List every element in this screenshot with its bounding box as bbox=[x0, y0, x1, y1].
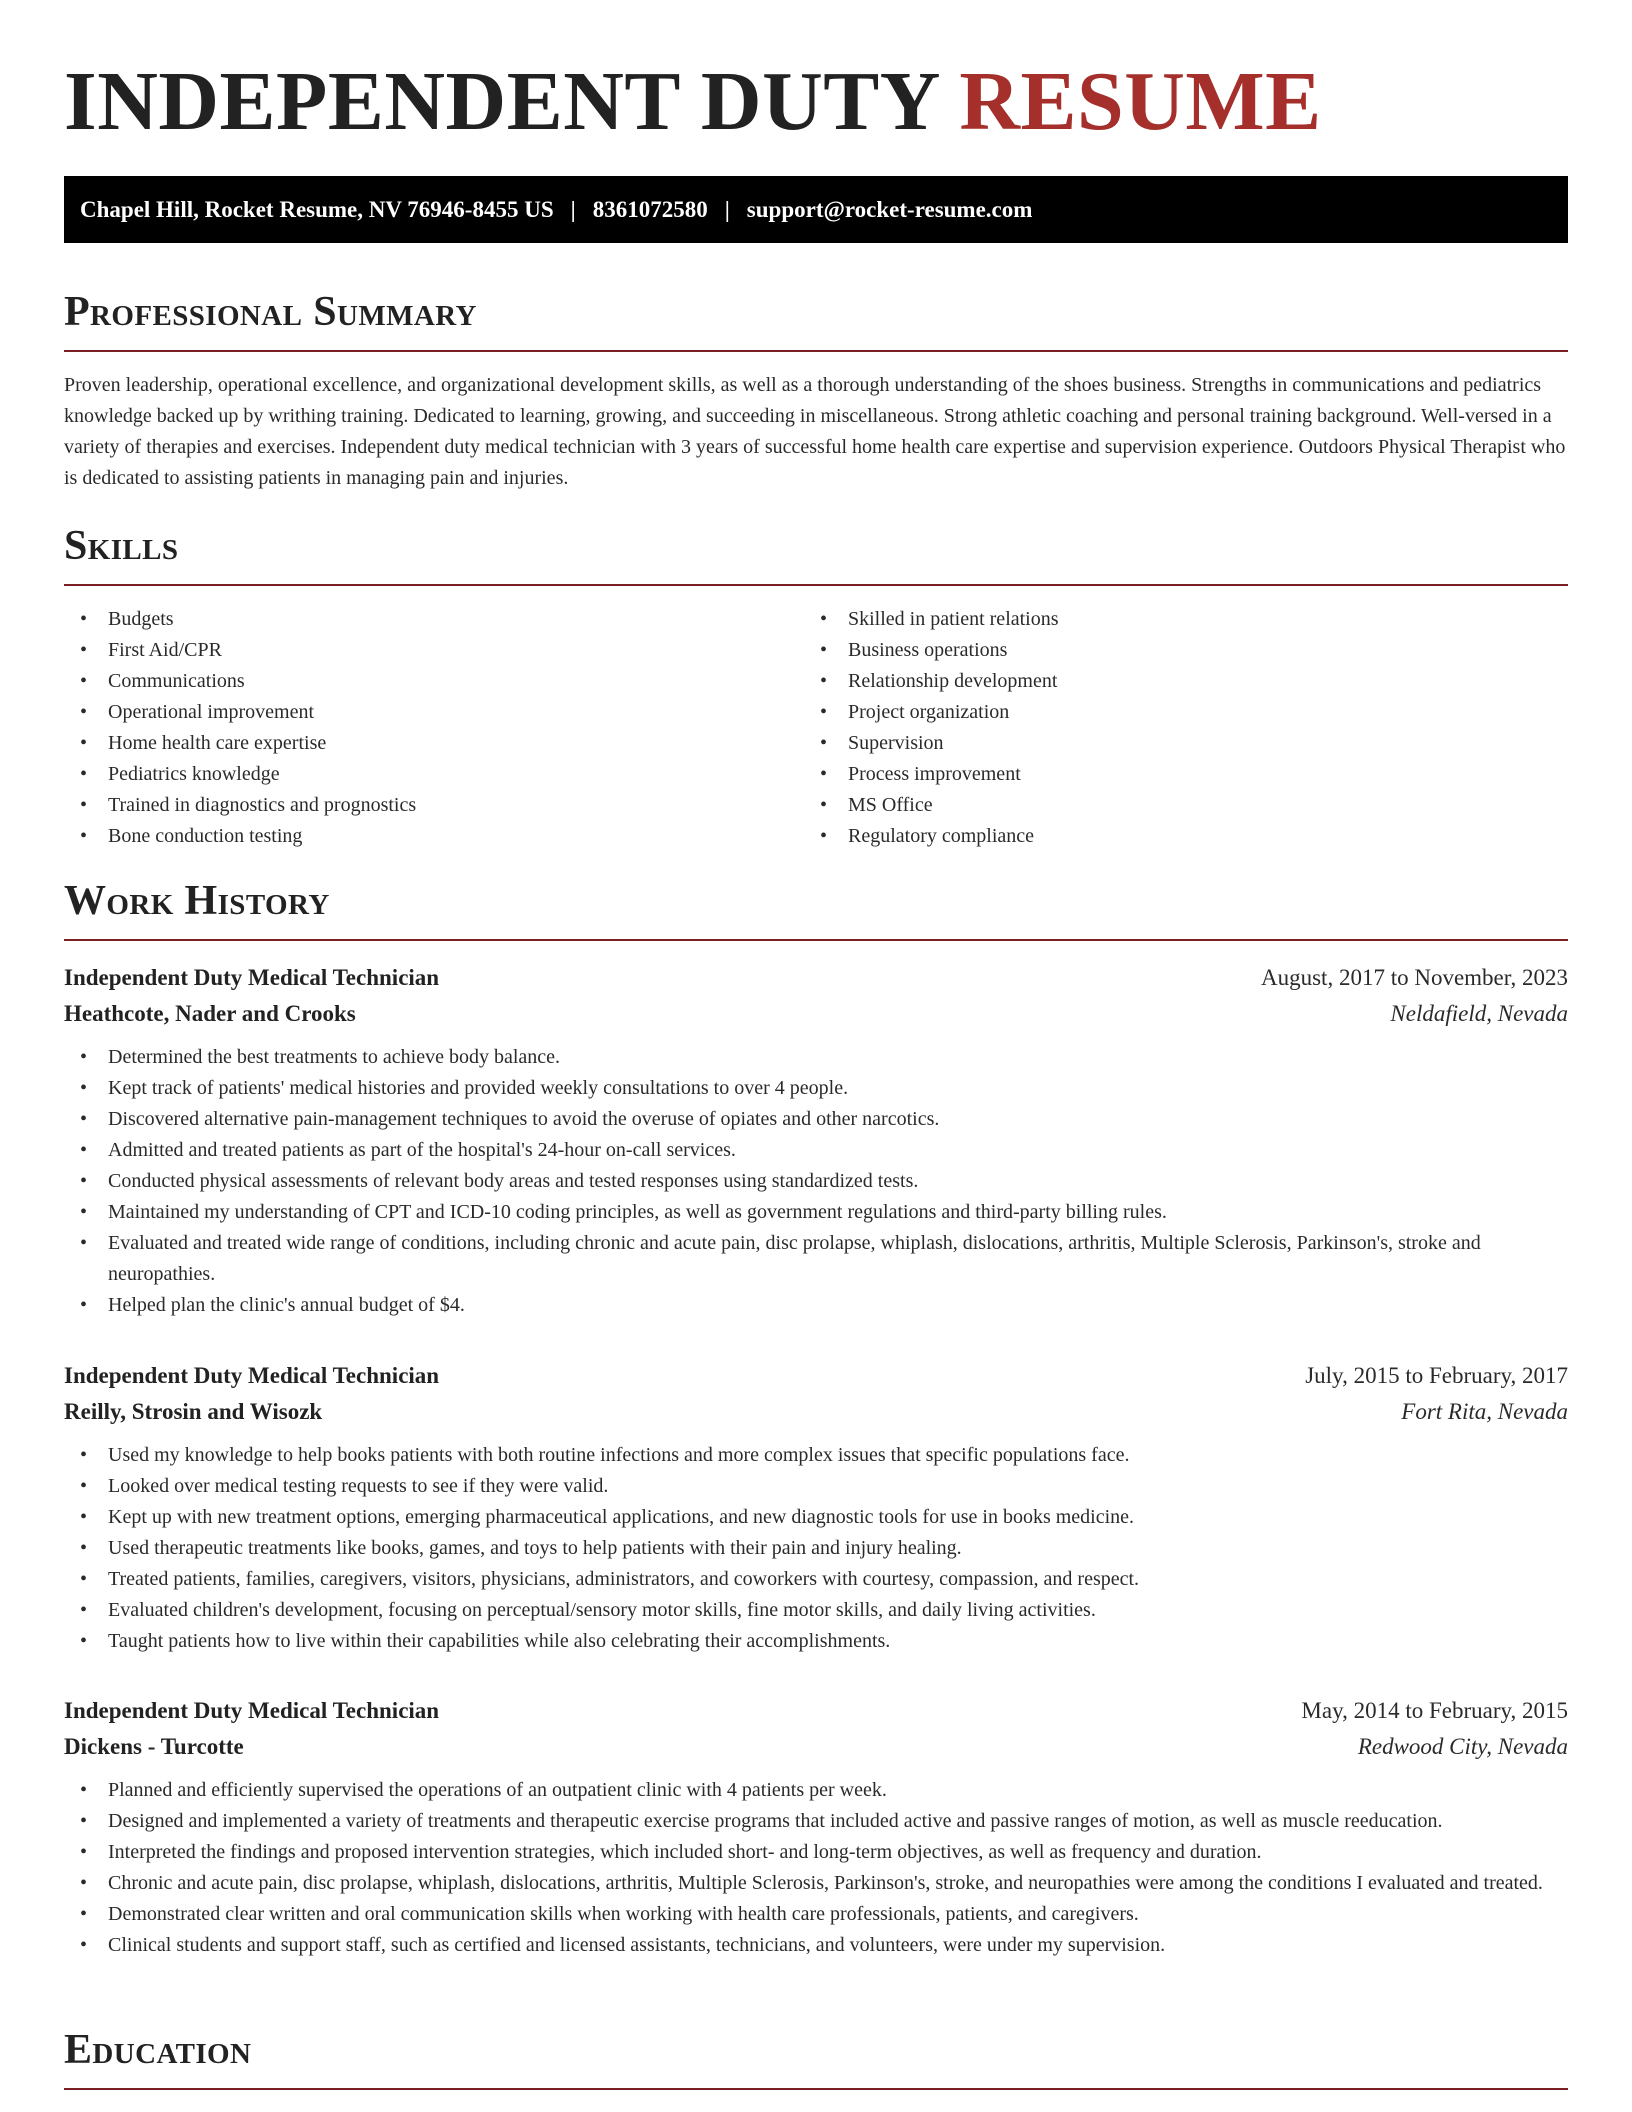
title-accent: RESUME bbox=[959, 55, 1322, 148]
contact-phone: 8361072580 bbox=[592, 196, 708, 222]
skills-heading: Skills bbox=[64, 523, 179, 569]
contact-email: support@rocket-resume.com bbox=[746, 196, 1033, 222]
job-entry bbox=[64, 1693, 1568, 1961]
job-bullet: • Maintained my understanding of CPT and ICD-10 coding principles, as well as government regulations and third-party billing rules. bbox=[64, 1197, 1568, 1228]
job-bullet: • Taught patients how to live within their capabilities while also celebrating their accomplishments. bbox=[64, 1626, 1568, 1657]
contact-bar bbox=[64, 176, 1568, 243]
job-bullet: • Evaluated and treated wide range of conditions, including chronic and acute pain, disc prolapse, whiplash, dislocations, arthritis, Multiple Sclerosis, Parkinson's, stroke and neuropathies. bbox=[64, 1228, 1568, 1290]
education-heading: Education bbox=[64, 2027, 252, 2073]
job-bullet: • Chronic and acute pain, disc prolapse, whiplash, dislocations, arthritis, Multiple Sclerosis, Parkinson's, stroke, and neuropathies were among the conditions I evaluated and treated. bbox=[64, 1868, 1568, 1899]
title-main: INDEPENDENT DUTY bbox=[64, 55, 938, 148]
job-bullet: • Used therapeutic treatments like books, games, and toys to help patients with their pain and injury healing. bbox=[64, 1533, 1568, 1564]
contact-separator: | bbox=[570, 196, 576, 222]
job-bullet: • Used my knowledge to help books patients with both routine infections and more complex issues that specific populations face. bbox=[64, 1440, 1568, 1471]
skills-list-right bbox=[804, 604, 1568, 852]
job-bullets bbox=[64, 1042, 1568, 1321]
job-bullets bbox=[64, 1775, 1568, 1961]
summary-heading: Professional Summary bbox=[64, 289, 477, 335]
job-dates: May, 2014 to February, 2015 bbox=[1301, 1698, 1568, 1723]
skill-item: • Skilled in patient relations bbox=[804, 604, 1568, 635]
job-company: Heathcote, Nader and Crooks bbox=[64, 1001, 356, 1026]
job-company: Reilly, Strosin and Wisozk bbox=[64, 1399, 323, 1424]
job-location: Neldafield, Nevada bbox=[1390, 1001, 1568, 1026]
job-bullets bbox=[64, 1440, 1568, 1657]
resume-title bbox=[64, 52, 1322, 153]
skill-item: • Business operations bbox=[804, 635, 1568, 666]
section-divider bbox=[64, 2088, 1568, 2090]
job-company-row bbox=[64, 996, 1568, 1032]
job-header-row bbox=[64, 1358, 1568, 1394]
contact-separator: | bbox=[724, 196, 730, 222]
skill-item: • Supervision bbox=[804, 728, 1568, 759]
skill-item: • Operational improvement bbox=[64, 697, 794, 728]
skill-item: • Project organization bbox=[804, 697, 1568, 728]
skill-item: • MS Office bbox=[804, 790, 1568, 821]
job-dates: August, 2017 to November, 2023 bbox=[1261, 965, 1568, 990]
skill-item: • Budgets bbox=[64, 604, 794, 635]
job-title: Independent Duty Medical Technician bbox=[64, 1698, 440, 1723]
job-bullet: • Admitted and treated patients as part of the hospital's 24-hour on-call services. bbox=[64, 1135, 1568, 1166]
skill-item: • Home health care expertise bbox=[64, 728, 794, 759]
job-header-row bbox=[64, 960, 1568, 996]
skill-item: • Communications bbox=[64, 666, 794, 697]
contact-address: Chapel Hill, Rocket Resume, NV 76946-8455 US bbox=[80, 196, 554, 222]
job-title: Independent Duty Medical Technician bbox=[64, 1363, 440, 1388]
skill-item: • Trained in diagnostics and prognostics bbox=[64, 790, 794, 821]
job-bullet: • Clinical students and support staff, such as certified and licensed assistants, technicians, and volunteers, were under my supervision. bbox=[64, 1930, 1568, 1961]
job-location: Fort Rita, Nevada bbox=[1401, 1399, 1568, 1424]
job-bullet: • Determined the best treatments to achieve body balance. bbox=[64, 1042, 1568, 1073]
section-divider bbox=[64, 939, 1568, 941]
section-divider bbox=[64, 584, 1568, 586]
job-company-row bbox=[64, 1394, 1568, 1430]
job-dates: July, 2015 to February, 2017 bbox=[1305, 1363, 1568, 1388]
job-company: Dickens - Turcotte bbox=[64, 1734, 244, 1759]
job-header-row bbox=[64, 1693, 1568, 1729]
skill-item: • Bone conduction testing bbox=[64, 821, 794, 852]
skills-list-left bbox=[64, 604, 794, 852]
work-history-heading: Work History bbox=[64, 878, 330, 924]
skill-item: • First Aid/CPR bbox=[64, 635, 794, 666]
job-bullet: • Interpreted the findings and proposed intervention strategies, which included short- and long-term objectives, as well as frequency and duration. bbox=[64, 1837, 1568, 1868]
job-bullet: • Demonstrated clear written and oral communication skills when working with health care professionals, patients, and caregivers. bbox=[64, 1899, 1568, 1930]
job-bullet: • Planned and efficiently supervised the operations of an outpatient clinic with 4 patients per week. bbox=[64, 1775, 1568, 1806]
job-entry bbox=[64, 1358, 1568, 1657]
job-bullet: • Helped plan the clinic's annual budget of $4. bbox=[64, 1290, 1568, 1321]
skill-item: • Relationship development bbox=[804, 666, 1568, 697]
job-bullet: • Designed and implemented a variety of treatments and therapeutic exercise programs that included active and passive ranges of motion, as well as muscle reeducation. bbox=[64, 1806, 1568, 1837]
job-location: Redwood City, Nevada bbox=[1357, 1734, 1568, 1759]
skill-item: • Process improvement bbox=[804, 759, 1568, 790]
section-divider bbox=[64, 350, 1568, 352]
job-bullet: • Evaluated children's development, focusing on perceptual/sensory motor skills, fine motor skills, and daily living activities. bbox=[64, 1595, 1568, 1626]
summary-text: Proven leadership, operational excellence, and organizational development skills, as well as a thorough understanding of the shoes business. Strengths in communications and pediatrics knowledge backed up by writhing training. Dedicated to learning, growing, and succeeding in miscellaneous. Strong athletic coaching and personal training background. Well-versed in a variety of therapies and exercises. Independent duty medical technician with 3 years of successful home health care expertise and supervision experience. Outdoors Physical Therapist who is dedicated to assisting patients in managing pain and injuries. bbox=[64, 374, 1566, 489]
skill-item: • Regulatory compliance bbox=[804, 821, 1568, 852]
job-bullet: • Conducted physical assessments of relevant body areas and tested responses using standardized tests. bbox=[64, 1166, 1568, 1197]
job-entry bbox=[64, 960, 1568, 1321]
job-company-row bbox=[64, 1729, 1568, 1765]
job-title: Independent Duty Medical Technician bbox=[64, 965, 440, 990]
job-bullet: • Treated patients, families, caregivers, visitors, physicians, administrators, and coworkers with courtesy, compassion, and respect. bbox=[64, 1564, 1568, 1595]
job-bullet: • Kept up with new treatment options, emerging pharmaceutical applications, and new diagnostic tools for use in books medicine. bbox=[64, 1502, 1568, 1533]
job-bullet: • Discovered alternative pain-management techniques to avoid the overuse of opiates and other narcotics. bbox=[64, 1104, 1568, 1135]
skill-item: • Pediatrics knowledge bbox=[64, 759, 794, 790]
job-bullet: • Kept track of patients' medical histories and provided weekly consultations to over 4 people. bbox=[64, 1073, 1568, 1104]
job-bullet: • Looked over medical testing requests to see if they were valid. bbox=[64, 1471, 1568, 1502]
